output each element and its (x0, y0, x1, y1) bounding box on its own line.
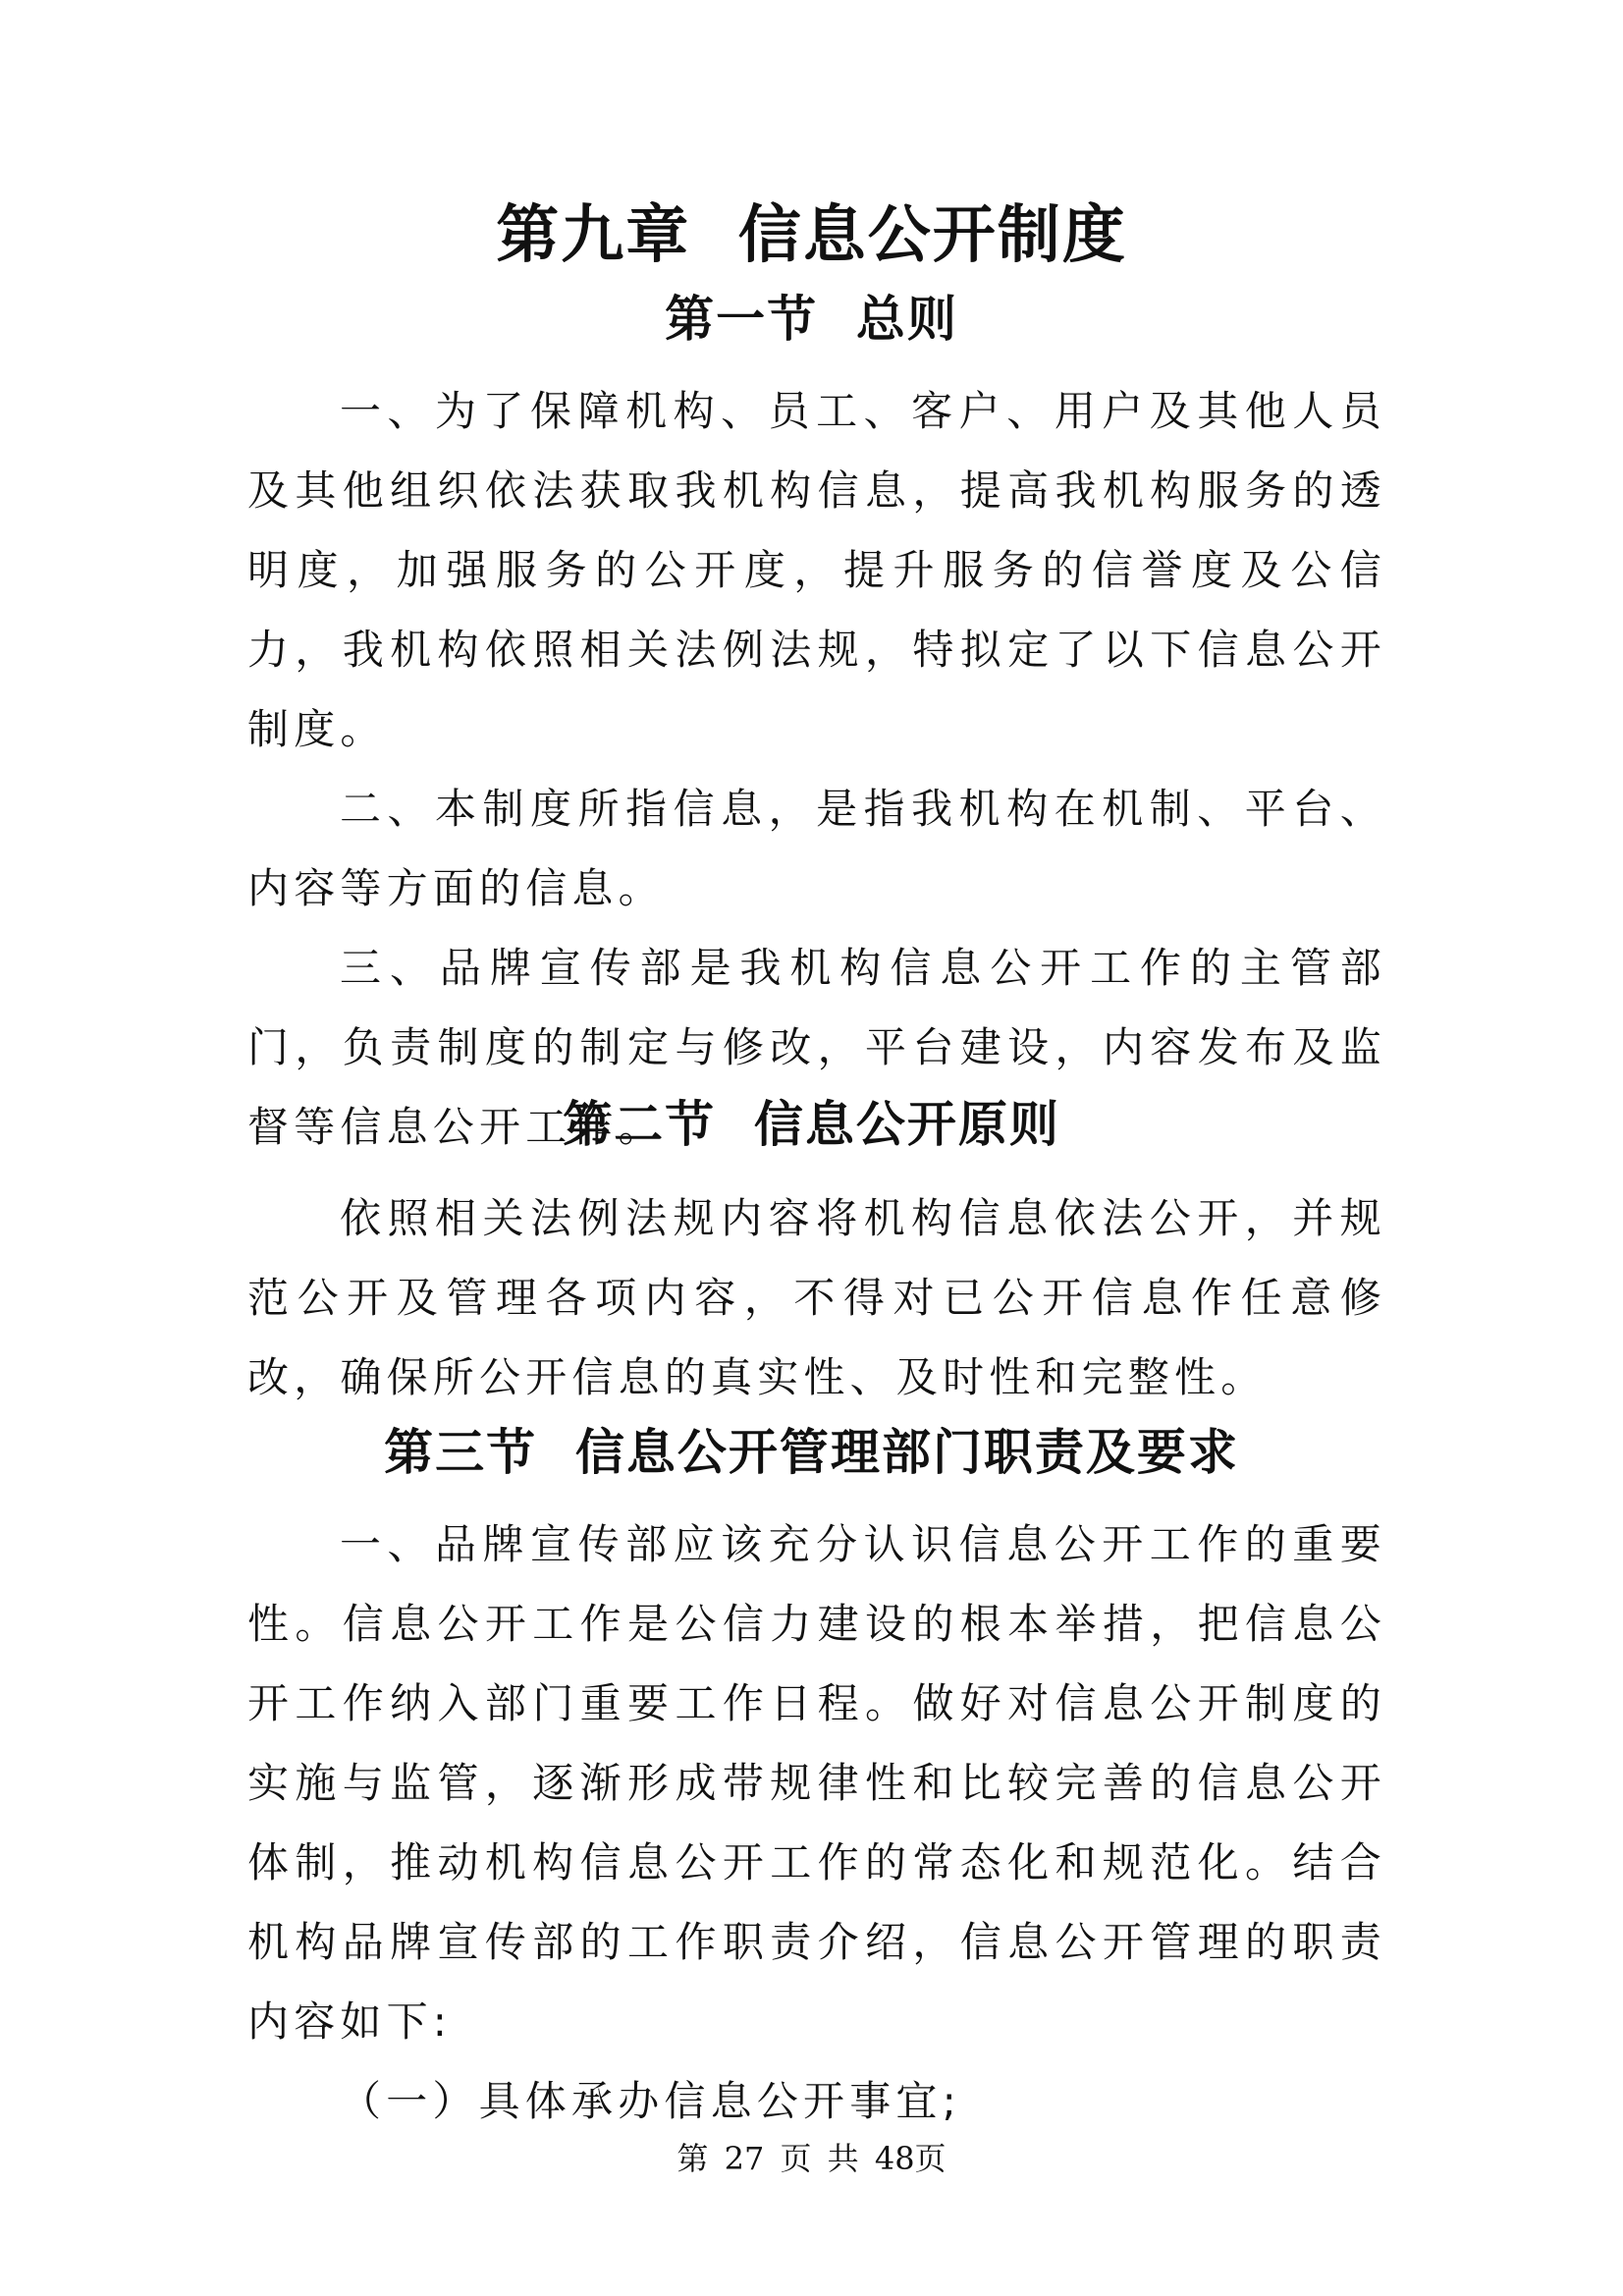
paragraph: 一、品牌宣传部应该充分认识信息公开工作的重要性。信息公开工作是公信力建设的根本举措，把信息公开工作纳入部门重要工作日程。做好对信息公开制度的实施与监管，逐渐形成带规律性和比较完善的信息公开体制，推动机构信息公开工作的常态化和规范化。结合机构品牌宣传部的工作职责介绍，信息公开管理的职责内容如下: (247, 1520, 1386, 2046)
section-1-body (247, 371, 1386, 1167)
section-2-body (247, 1178, 1386, 1417)
paragraph: 二、本制度所指信息，是指我机构在机制、平台、内容等方面的信息。 (247, 785, 1386, 912)
section-title-3: 第三节 信息公开管理部门职责及要求 (384, 1424, 1239, 1481)
section-title-1: 第一节 总则 (665, 291, 958, 348)
section-3-body (247, 1504, 1386, 2141)
paragraph: 三、品牌宣传部是我机构信息公开工作的主管部门，负责制度的制定与修改，平台建设，内容发布及监督等信息公开工作。 (247, 944, 1386, 1151)
chapter-title: 第九章 信息公开制度 (496, 198, 1127, 272)
page-number-footer: 第 27 页 共 48页 (676, 2140, 947, 2177)
paragraph: 依照相关法例法规内容将机构信息依法公开，并规范公开及管理各项内容，不得对已公开信息作任意修改，确保所公开信息的真实性、及时性和完整性。 (247, 1194, 1386, 1401)
paragraph: 一、为了保障机构、员工、客户、用户及其他人员及其他组织依法获取我机构信息，提高我机构服务的透明度，加强服务的公开度，提升服务的信誉度及公信力，我机构依照相关法例法规，特拟定了以下信息公开制度。 (247, 387, 1386, 753)
list-item: （一）具体承办信息公开事宜; (340, 2077, 961, 2125)
section-title-2: 第二节 信息公开原则 (563, 1096, 1060, 1153)
